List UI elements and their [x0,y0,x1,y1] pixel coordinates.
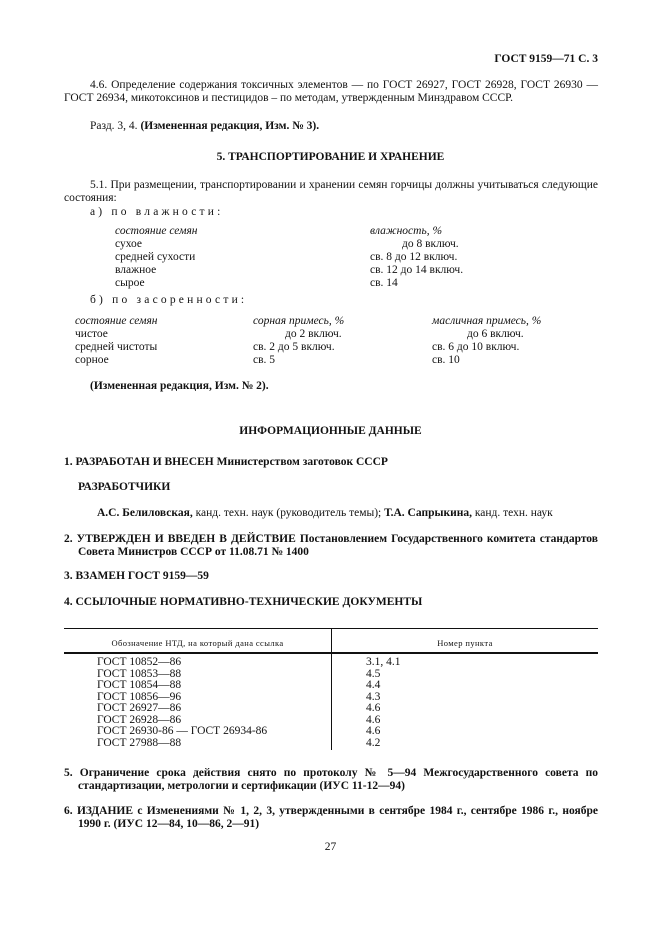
ref-doc: ГОСТ 26930-86 — ГОСТ 26934-86 [97,725,268,737]
developer-name: А.С. Белиловская, [97,507,193,519]
ref-header-clause: Номер пункта [437,638,493,648]
impurity-state: средней чистоты [75,341,158,353]
ref-doc: ГОСТ 10856—96 [97,690,182,703]
amendment-note-3 [90,120,319,133]
impurity-state: сорное [75,354,109,366]
impurity-oil: св. 6 до 10 включ. [432,341,520,353]
info-item-2: 2. УТВЕРЖДЕН И ВВЕДЕН В ДЕЙСТВИЕ Постановлением Государственного комитета стандартов Совета Министров СССР от 11.08.71 № 1400 [64,533,598,559]
developer-role: канд. техн. наук (руководитель темы); [192,507,385,519]
moisture-state: средней сухости [115,251,196,263]
impurity-label: б) по засоренности: [90,294,248,306]
ref-clause: 3.1, 4.1 [366,656,401,668]
ref-header-doc: Обозначение НТД, на который дана ссылка [111,638,284,648]
table-row [0,680,661,692]
impurity-weed: св. 5 [253,354,276,366]
impurity-weed: до 2 включ. [285,328,342,340]
info-item-3: 3. ВЗАМЕН ГОСТ 9159—59 [64,570,209,582]
impurity-oil: св. 10 [432,354,460,366]
page-number: 27 [324,841,337,853]
impurity-header-state: состояние семян [75,315,158,327]
moisture-state: влажное [115,264,157,276]
section-5-title: 5. ТРАНСПОРТИРОВАНИЕ И ХРАНЕНИЕ [216,151,445,163]
ref-doc: ГОСТ 10854—88 [97,679,182,691]
amendment-ref: Разд. 3, 4. [90,120,138,132]
moisture-value: св. 8 до 12 включ. [370,251,458,263]
moisture-header-state: состояние семян [115,225,198,237]
impurity-header-weed: сорная примесь, % [253,315,345,327]
info-item-5: 5. Ограничение срока действия снято по протоколу № 5—94 Межгосударственного совета по стандартизации, метрологии и сертификации (ИУС 11-12—94) [64,767,598,793]
ref-clause: 4.3 [366,690,381,703]
ref-clause: 4.6 [366,725,381,737]
developers-list [97,507,553,520]
moisture-header-value: влажность, % [370,225,443,237]
paragraph-4-6: 4.6. Определение содержания токсичных элементов — по ГОСТ 26927, ГОСТ 26928, ГОСТ 26930 — ГОСТ 26934, микотоксинов и пестицидов – по методам, утвержденным Минздравом СССР. [64,79,598,105]
impurity-state: чистое [75,328,108,340]
moisture-value: св. 14 [370,277,398,289]
ref-doc: ГОСТ 26927—86 [97,702,182,714]
table-row [0,703,661,715]
impurity-oil: до 6 включ. [467,328,524,340]
page-header: ГОСТ 9159—71 С. 3 [494,53,598,65]
ref-clause: 4.6 [366,713,381,726]
table-row [0,726,661,738]
moisture-label: а) по влажности: [90,206,224,218]
moisture-value: св. 12 до 14 включ. [370,264,464,276]
ref-doc: ГОСТ 10853—88 [97,667,182,680]
ref-clause: 4.2 [366,736,381,749]
ref-clause: 4.5 [366,667,381,680]
paragraph-5-1: 5.1. При размещении, транспортировании и хранении семян горчицы должны учитываться следующие состояния: [64,179,598,205]
ref-clause: 4.6 [366,702,381,714]
ref-doc: ГОСТ 26928—86 [97,713,182,726]
moisture-state: сырое [115,277,145,289]
developer-role: канд. техн. наук [471,507,553,519]
moisture-value: до 8 включ. [402,238,459,250]
info-item-6: 6. ИЗДАНИЕ с Изменениями № 1, 2, 3, утвержденными в сентябре 1984 г., сентябре 1986 г., ноябре 1990 г. (ИУС 12—84, 10—86, 2—91) [64,805,598,831]
table-row [0,738,661,750]
ref-doc: ГОСТ 27988—88 [97,736,182,749]
ref-doc: ГОСТ 10852—86 [97,656,182,668]
developers-title: РАЗРАБОТЧИКИ [78,481,171,493]
info-title: ИНФОРМАЦИОННЫЕ ДАННЫЕ [239,425,422,437]
info-item-4: 4. ССЫЛОЧНЫЕ НОРМАТИВНО-ТЕХНИЧЕСКИЕ ДОКУМЕНТЫ [64,596,423,608]
amendment-note-2: (Измененная редакция, Изм. № 2). [90,380,269,392]
info-item-1: 1. РАЗРАБОТАН И ВНЕСЕН Министерством заготовок СССР [64,456,388,468]
table-header-rule [64,652,598,654]
moisture-state: сухое [115,238,143,250]
ref-clause: 4.4 [366,679,381,691]
amendment-bold: (Измененная редакция, Изм. № 3). [140,120,320,132]
impurity-weed: св. 2 до 5 включ. [253,341,335,353]
table-row [0,657,661,669]
impurity-header-oil: масличная примесь, % [432,315,542,327]
developer-name: Т.А. Сапрыкина, [384,507,472,519]
